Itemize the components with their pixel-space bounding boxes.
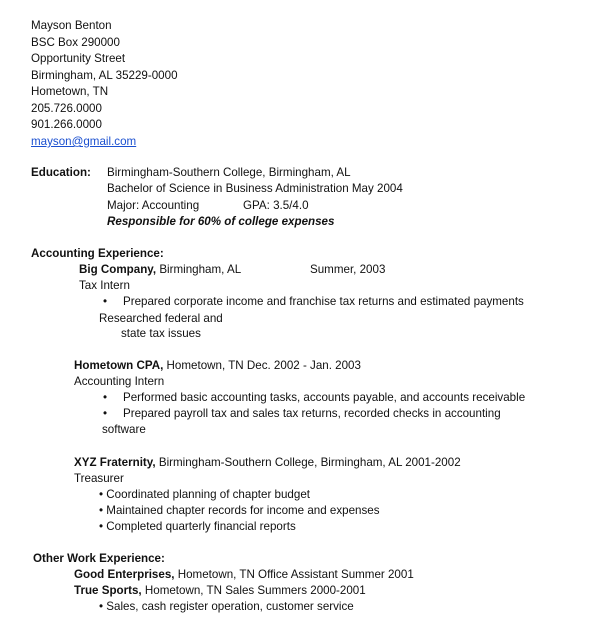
job-title: Accounting Intern (74, 375, 165, 388)
other-job (74, 567, 414, 583)
education-heading: Education: (31, 166, 91, 179)
bullet-icon: • (99, 504, 104, 517)
contact-name: Mayson Benton (31, 19, 112, 32)
job-employer: Good Enterprises, (74, 568, 175, 581)
job-details: Hometown, TN Office Assistant Summer 2001 (174, 568, 414, 581)
education-note: Responsible for 60% of college expenses (107, 215, 335, 228)
list-item: • Sales, cash register operation, customer service (99, 600, 354, 613)
job-title: Tax Intern (79, 279, 130, 292)
education-degree: Bachelor of Science in Business Administration May 2004 (107, 182, 403, 195)
job-header (79, 262, 241, 278)
bullet-icon: • (103, 391, 108, 404)
list-item: • Completed quarterly financial reports (99, 520, 296, 533)
contact-hometown: Hometown, TN (31, 85, 109, 98)
job-location: Birmingham-Southern College, Birmingham, AL 2001-2002 (155, 456, 461, 469)
job-employer: XYZ Fraternity, (74, 456, 156, 469)
job-employer: Big Company, (79, 263, 157, 276)
job-location: Birmingham, AL (156, 263, 242, 276)
education-school: Birmingham-Southern College, Birmingham, AL (107, 166, 351, 179)
list-item: • Coordinated planning of chapter budget (99, 488, 310, 501)
job-header (74, 455, 461, 471)
list-item-text: Researched federal and (99, 312, 223, 325)
job-employer: Hometown CPA, (74, 359, 164, 372)
list-item: • Prepared payroll tax and sales tax returns, recorded checks in accounting (103, 407, 501, 420)
other-job (74, 583, 366, 599)
bullet-icon: • (99, 488, 104, 501)
list-item: • Performed basic accounting tasks, accounts payable, and accounts receivable (103, 391, 526, 404)
contact-address-line-3: Birmingham, AL 35229-0000 (31, 69, 178, 82)
contact-address-line-2: Opportunity Street (31, 52, 126, 65)
bullet-icon: • (103, 295, 108, 308)
job-details: Hometown, TN Sales Summers 2000-2001 (141, 584, 366, 597)
list-item: • Maintained chapter records for income and expenses (99, 504, 380, 517)
list-item-text: state tax issues (121, 327, 201, 340)
list-item-text: software (102, 423, 146, 436)
contact-phone-1: 205.726.0000 (31, 102, 102, 115)
education-gpa: GPA: 3.5/4.0 (243, 199, 309, 212)
contact-phone-2: 901.266.0000 (31, 118, 102, 131)
job-title: Treasurer (74, 472, 124, 485)
job-location: Hometown, TN Dec. 2002 - Jan. 2003 (163, 359, 361, 372)
contact-address-line-1: BSC Box 290000 (31, 36, 120, 49)
bullet-icon: • (103, 407, 108, 420)
other-work-heading: Other Work Experience: (33, 552, 165, 565)
job-header (74, 358, 361, 374)
education-major: Major: Accounting (107, 199, 200, 212)
job-employer: True Sports, (74, 584, 142, 597)
bullet-icon: • (99, 520, 104, 533)
job-date: Summer, 2003 (310, 263, 386, 276)
list-item: • Prepared corporate income and franchise tax returns and estimated payments (103, 295, 524, 308)
email-link[interactable]: mayson@gmail.com (31, 135, 137, 148)
bullet-icon: • (99, 600, 104, 613)
accounting-heading: Accounting Experience: (31, 247, 164, 260)
